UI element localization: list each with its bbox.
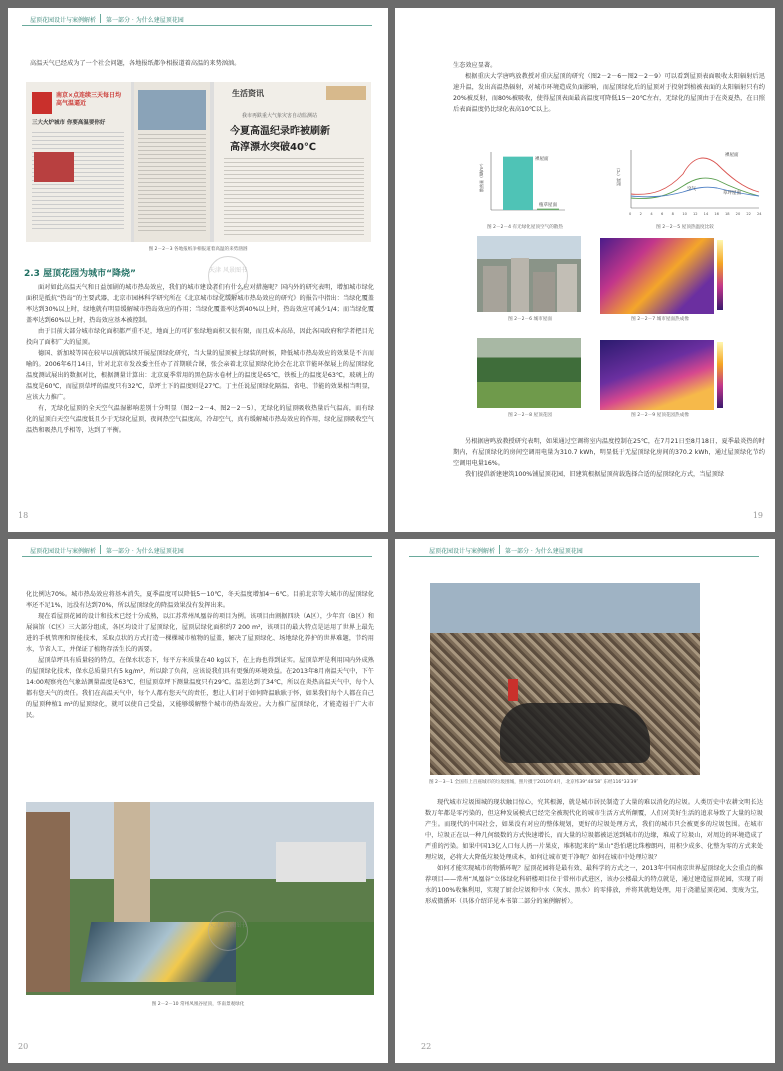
city-roof-photo bbox=[477, 236, 581, 312]
legend-bare: 裸屋面 bbox=[725, 153, 739, 158]
page-20 bbox=[8, 539, 388, 1063]
body-text: 化比例达70%。城市热岛效应将基本消失，夏季温度可以降低5～10℃，冬天温度增加4～6℃。目前北京等大城市的屋顶绿化率还不足1%，远没有达到70%，所以屋顶绿化的降温效果没有发挥出来。 现在看屋顶花园的设计和技术已经十分成熟，以江苏常州凤凰谷的项目为例。该项目由割据四块（A区），少年宫（B区）和展演馆（C区）三大部分组成，各区均设计了屋顶绿化，屋顶层绿化面积约7 200 m²，该项目的最大特点是运用了世界上最先进的手机管理和智能技术，采取点状的方式打造一棵棵城市植物的屋盖，解决了屋顶绿化、场地绿化养护的世界难题，节约用水，节省人工，并保证了植物存活生长的需要。 屋顶草坪具有质量轻的特点，在保水状态下，每平方米质量在40 kg以下，在上海也得到证实。屋顶草坪是利用国内外成熟的屋顶绿化技术，保水总质量只有5 kg/m²，所以除了负荷，应该说我们具有更强的环境效益。在2013年8月南温天气中，下午14:00观察亮色气象站测量温度是63℃，但屋顶草坪下测量温度只有29℃。温差达到了34℃，所以在炎热高温天气中，每个人都有您天气的责任。我们在高温天气中，每个人都有您天气的责任，想让人们对于如何降温耿耿于怀，如果我们每个人都在自己的屋顶种植1 m²的屋顶绿化，就可以使自己受益，又能够缓解整个城市的热岛效应。大力推广屋顶绿化，才能造福于广大市民。 bbox=[26, 591, 374, 719]
section-title: 第一部分 · 为什么建屋顶花园 bbox=[106, 548, 184, 555]
x-tick-label: 0 bbox=[629, 212, 632, 216]
x-tick-label: 2 bbox=[639, 212, 642, 216]
bar-chart bbox=[477, 148, 567, 220]
thermal-image-garden bbox=[600, 340, 714, 410]
roof-garden-photo bbox=[477, 338, 581, 408]
body-text-top: 生态效应显著。 根据重庆大学唐鸣放教授对重庆屋顶的研究（图2－2－6～图2－2－9）可以看到屋顶表面吸收太阳辐射后迅速升温，发出高温热辐射，对城市环境造成负面影响，而屋顶绿化后的屋顶对于投射到植被表面的太阳辐射只有约20%被反射，而80%被吸收，使得屋顶表面最高温度可降低15～20℃左右，无绿化的屋顶由于在炎夏热，在日照后表面温度仍比绿化表高10℃以上。 bbox=[453, 62, 765, 113]
bar-grass-roof bbox=[537, 209, 559, 210]
newspaper-photo bbox=[26, 82, 371, 242]
garbage-dump-photo bbox=[430, 583, 700, 775]
x-tick-label: 16 bbox=[714, 212, 719, 216]
section-title: 第一部分 · 为什么建屋顶花园 bbox=[106, 17, 184, 24]
page-number: 22 bbox=[421, 1042, 432, 1051]
caption-city: 图 2－2－6 城市屋面 bbox=[508, 317, 552, 322]
figure-caption: 图 2－3－1 全国有上百座城市的垃圾围城，照片摄于2010年4月，北京纬39°48′58″ 东经116°33′39″ bbox=[429, 780, 639, 785]
book-title: 屋顶花园设计与案例解析 bbox=[429, 548, 496, 555]
thermal-image-city bbox=[600, 238, 714, 314]
newspaper-headline-1: 今夏高温纪录昨被刷新 bbox=[230, 126, 330, 137]
phoenix-valley-photo bbox=[26, 802, 374, 995]
figure-caption: 图 2－2－10 常州凤凰谷屋顶，华南景观绿化 bbox=[151, 1002, 245, 1007]
newspaper-masthead: 生活资讯 bbox=[232, 89, 264, 98]
page-18 bbox=[8, 8, 388, 532]
caption-thermal-2: 图 2－2－9 屋顶花园热成像 bbox=[631, 413, 689, 418]
page-22 bbox=[395, 539, 775, 1063]
body-text: 面对如此高温天气和日益加剧的城市热岛效应，我们的城市建设者们有什么应对措施呢？国内外的研究表明，增加城市绿化面积是抵抗“热岛”的主要武器，北京市园林科学研究所在《北京城市绿化缓解城市热岛效应的研究》的报告中指出：当绿化覆盖率达到30%以上时，绿地就有明显缓解城市热岛效应的作用；当绿化覆盖率达到40%以上时，热岛效应可减少1/4；而当绿化覆盖率达到60%以上时，热岛效应基本被控制。 由于目前大部分城市绿化面积都严重不足，地面上的可扩张绿地面积又很有限，而且成本高昂，因此各国政府和学者把目光投向了面积广大的屋顶。 德国、新加坡等国在较早以前就陆续开展屋顶绿化研究，当大量的屋顶被上绿装的时候，降低城市热岛效应的效果是不言而喻的。2006年6月14日，针对北京市发改委主任办了首期联合课，张会亲着北京屋顶绿化协会在北京节能环保展上的屋顶绿化温度测试展出的数据对比，根据测量计算出：北京夏季常用的黑色防水卷材上的温度是65℃，铁板上的温度是63℃，玻璃上的温度是60℃，而屋顶草坪的温度只有32℃，草坪土下的温度则是27℃。丁主任说屋顶绿化隔温、省电、节能的效果相当明显，应该大力推广。 有，无绿化屋顶的全天空气温湿影响差别十分明显（图2－2－4、图2－2－5），无绿化的屋顶吸收热量后气温高，而有绿化的屋顶白天空气温度低且少于无绿化屋顶，夜间热空气温度高，冷却空气，真有缓解城市热岛效应的作用，绿化屋顶吸收空气温热和吸热几乎相等，达到了平衡。 bbox=[26, 284, 374, 434]
x-tick-label: 10 bbox=[682, 212, 687, 216]
caption-thermal-1: 图 2－2－7 城市屋面热成像 bbox=[631, 317, 689, 322]
body-text: 现代城市垃圾围城的现状触目惊心，究其根源，就是城市居民制造了大量的难以消化的垃圾。人类历史中农耕文明长达数万年都是零污染的，但这种发展模式已经完全被现代化的城市生活方式所颠覆，人们对美好生活的追求导致了大量的垃圾产生。而现代的中国社会，如果没有对应的整体规划，更好的垃圾处理方式，我们的城市只会被更多的垃圾包围。在城市中，垃圾正在以一种几何级数的方式快速增长，而大量的垃圾都被运送到城市的边缘，堆成了垃圾山，对周边的环境造成了严重的污染。如果中国13亿人口每人扔一片果皮，堆积起来的“果山”恐怕堪比珠穆朗玛，用积少成多、化整为零的方式来处理垃圾，必将大大降低垃圾处理成本，如何让城市更干净呢？如何在城市中处理垃圾？ 如何才能实现城市的物循环呢？屋顶花园将是最有效、最科学的方式之一，2013年中国南京世界屋顶绿化大会重点的推荐项目——常州“凤凰谷”立体绿化科研楼项目位于常州市武进区，该办公楼最大的特点就是，通过建造屋顶花园，实现了雨水的100%收集利用，实现了厨余垃圾和中水（灰水、黑水）的零排放，并将其就地处理，用于浇灌屋顶花园、变废为宝，形成微循环（具体介绍详见本书第二部分的案例解析）。 bbox=[425, 799, 763, 905]
x-tick-label: 20 bbox=[735, 212, 741, 216]
x-tick-label: 12 bbox=[693, 212, 698, 216]
section-title: 第一部分 · 为什么建屋顶花园 bbox=[505, 548, 583, 555]
x-tick-label: 8 bbox=[671, 212, 674, 216]
book-title: 屋顶花园设计与案例解析 bbox=[30, 17, 97, 24]
left-headline-2: 三大火炉城市 你要高温要你好 bbox=[32, 120, 106, 126]
page-number: 18 bbox=[18, 511, 29, 520]
body-text-bottom: 另根据唐鸣放教授研究表明，如果通过空调将室内温度控制在25℃，在7月21日至8月18日，夏季最炎热的时期内，有屋顶绿化的房间空调用电量为310.7 kWh，明显低于无屋顶绿化房间的370.2 kWh，通过屋顶绿化节约空调用电量16%。 我们提倡新建建筑100%铺屋顶花园，旧建筑根据屋顶荷载选择合适的屋顶绿化方式，当屋顶绿 bbox=[453, 438, 765, 478]
page-number: 20 bbox=[18, 1042, 29, 1051]
page-header bbox=[8, 8, 388, 34]
intro-text: 高温天气已经成为了一个社会问题，各地报纸都争相报道着高温的来势汹汹。 bbox=[30, 60, 241, 67]
legend-grass: 草坪屋面 bbox=[723, 191, 741, 196]
x-tick-label: 18 bbox=[725, 212, 730, 216]
x-tick-label: 24 bbox=[757, 212, 762, 216]
caption-garden: 图 2－2－8 屋顶花园 bbox=[508, 413, 552, 418]
newspaper-headline-2: 高淳漂水突破40℃ bbox=[230, 142, 317, 153]
bar-bare-roof bbox=[503, 157, 533, 210]
thermal-scale-bar bbox=[717, 240, 723, 310]
bar-label-grass: 植草屋面 bbox=[539, 203, 557, 208]
figure-caption: 图 2－2－3 各地报纸争相报道着高温的来势汹汹 bbox=[148, 247, 248, 252]
caption-bar: 图 2－2－4 有无绿化屋顶空气的散热 bbox=[486, 225, 563, 230]
book-title: 屋顶花园设计与案例解析 bbox=[30, 548, 97, 555]
line-ylabel: 温度（℃） bbox=[616, 165, 621, 186]
caption-line: 图 2－2－5 屋顶热温度比较 bbox=[656, 225, 714, 230]
x-tick-label: 6 bbox=[661, 212, 664, 216]
page-header bbox=[395, 539, 775, 565]
x-tick-label: 22 bbox=[746, 212, 751, 216]
section-heading: 2.3 屋顶花园为城市“降烧” bbox=[24, 269, 136, 279]
bar-label-bare: 裸屋面 bbox=[535, 157, 549, 162]
legend-air: 空气 bbox=[687, 187, 696, 192]
bar-ylabel: 散热量（W/m²） bbox=[479, 161, 484, 192]
newspaper-subhead: 我市再跌重大气象灾害自动监测站 bbox=[242, 113, 318, 119]
left-headline: 南京×点连续三天每日均高气温逼近 bbox=[56, 92, 122, 107]
page-number: 19 bbox=[752, 511, 763, 520]
watermark-stamp: 天津 风景图书 bbox=[208, 256, 248, 296]
page-19 bbox=[395, 8, 775, 532]
watermark-stamp: 天津 风景图书 bbox=[208, 911, 248, 951]
x-tick-label: 14 bbox=[703, 212, 709, 216]
page-header bbox=[8, 539, 388, 565]
thermal-scale-bar-2 bbox=[717, 342, 723, 408]
x-tick-label: 4 bbox=[650, 212, 653, 216]
line-chart bbox=[613, 146, 763, 222]
